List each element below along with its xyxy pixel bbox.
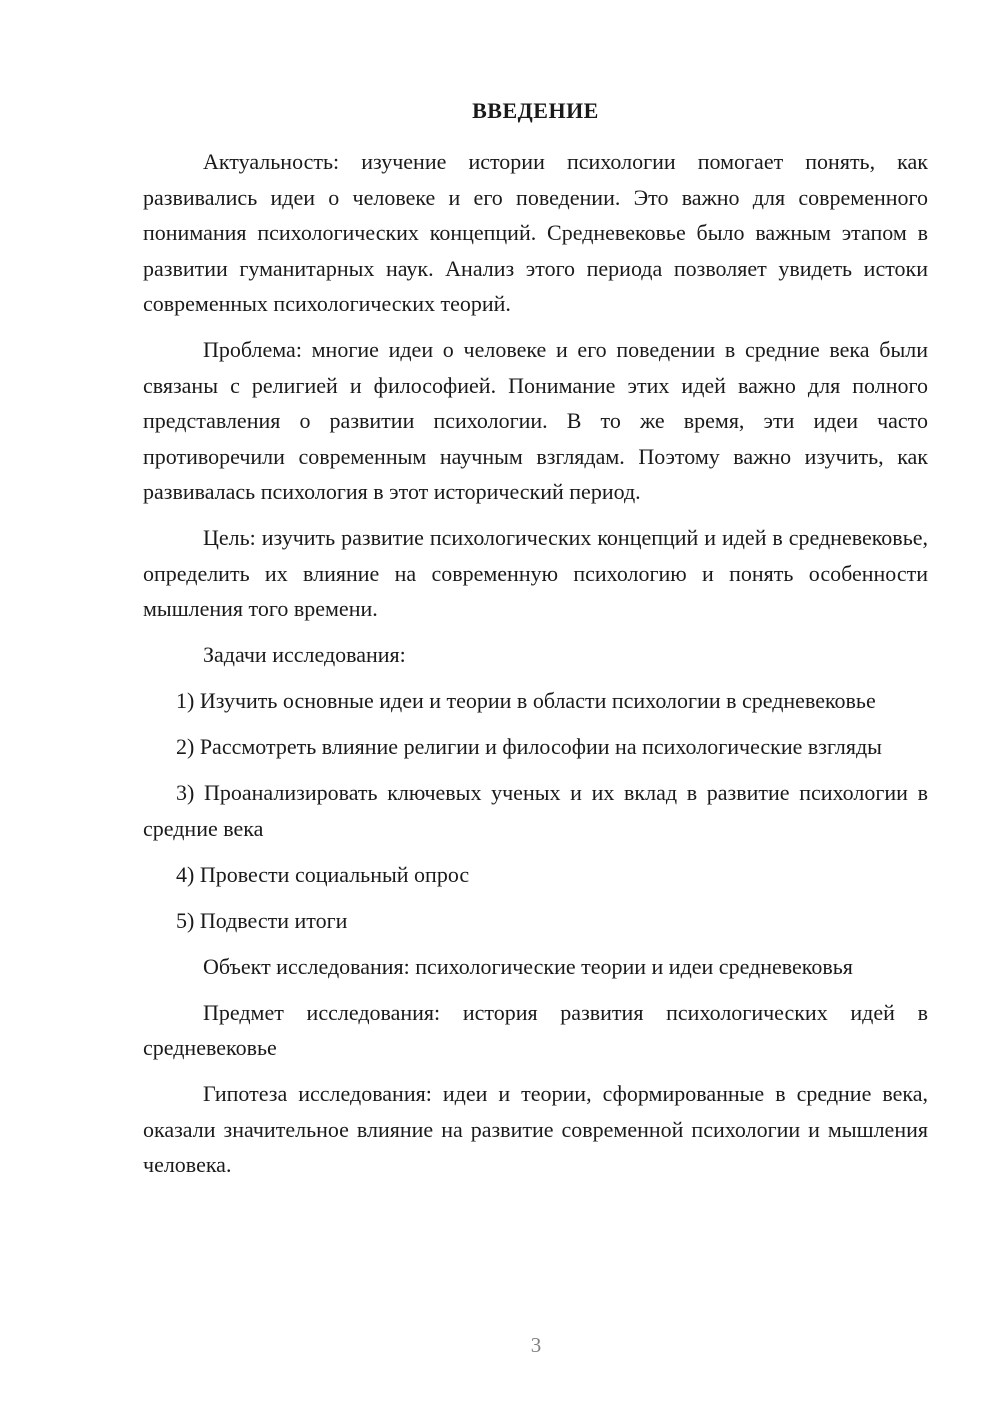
section-title: ВВЕДЕНИЕ bbox=[472, 98, 599, 123]
page-number: 3 bbox=[530, 1333, 542, 1357]
problem-paragraph: Проблема: многие идеи о человеке и его поведении в средние века были связаны с религией и философией. Понимание этих идей важно для полного представления о развитии психологии. В то же время, эти идеи часто противоречили современным научным взглядам. Поэтому важно изучить, как развивалась психология в этот исторический период. bbox=[143, 337, 928, 504]
relevance-paragraph: Актуальность: изучение истории психологии помогает понять, как развивались идеи о человеке и его поведении. Это важно для современного понимания психологических концепций. Средневековье было важным этапом в развитии гуманитарных наук. Анализ этого периода позволяет увидеть истоки современных психологических теорий. bbox=[143, 149, 928, 316]
task-item-2: 2) Рассмотреть влияние религии и философии на психологические взгляды bbox=[176, 734, 882, 759]
task-item-4: 4) Провести социальный опрос bbox=[176, 861, 470, 887]
object-paragraph: Объект исследования: психологические теории и идеи средневековья bbox=[203, 953, 853, 979]
tasks-heading: Задачи исследования: bbox=[203, 642, 406, 667]
document-body bbox=[143, 144, 928, 1193]
hypothesis-paragraph: Гипотеза исследования: идеи и теории, сформированные в средние века, оказали значительное влияние на развитие современной психологии и мышления человека. bbox=[143, 1081, 928, 1177]
subject-paragraph: Предмет исследования: история развития психологических идей в средневековье bbox=[143, 999, 928, 1060]
task-item-3: 3) Проанализировать ключевых ученых и их вклад в развитие психологии в средние века bbox=[143, 780, 928, 841]
task-item-1: 1) Изучить основные идеи и теории в области психологии в средневековье bbox=[176, 688, 876, 713]
goal-paragraph: Цель: изучить развитие психологических концепций и идей в средневековье, определить их влияние на современную психологию и понять особенности мышления того времени. bbox=[143, 525, 928, 621]
task-item-5: 5) Подвести итоги bbox=[176, 907, 348, 933]
